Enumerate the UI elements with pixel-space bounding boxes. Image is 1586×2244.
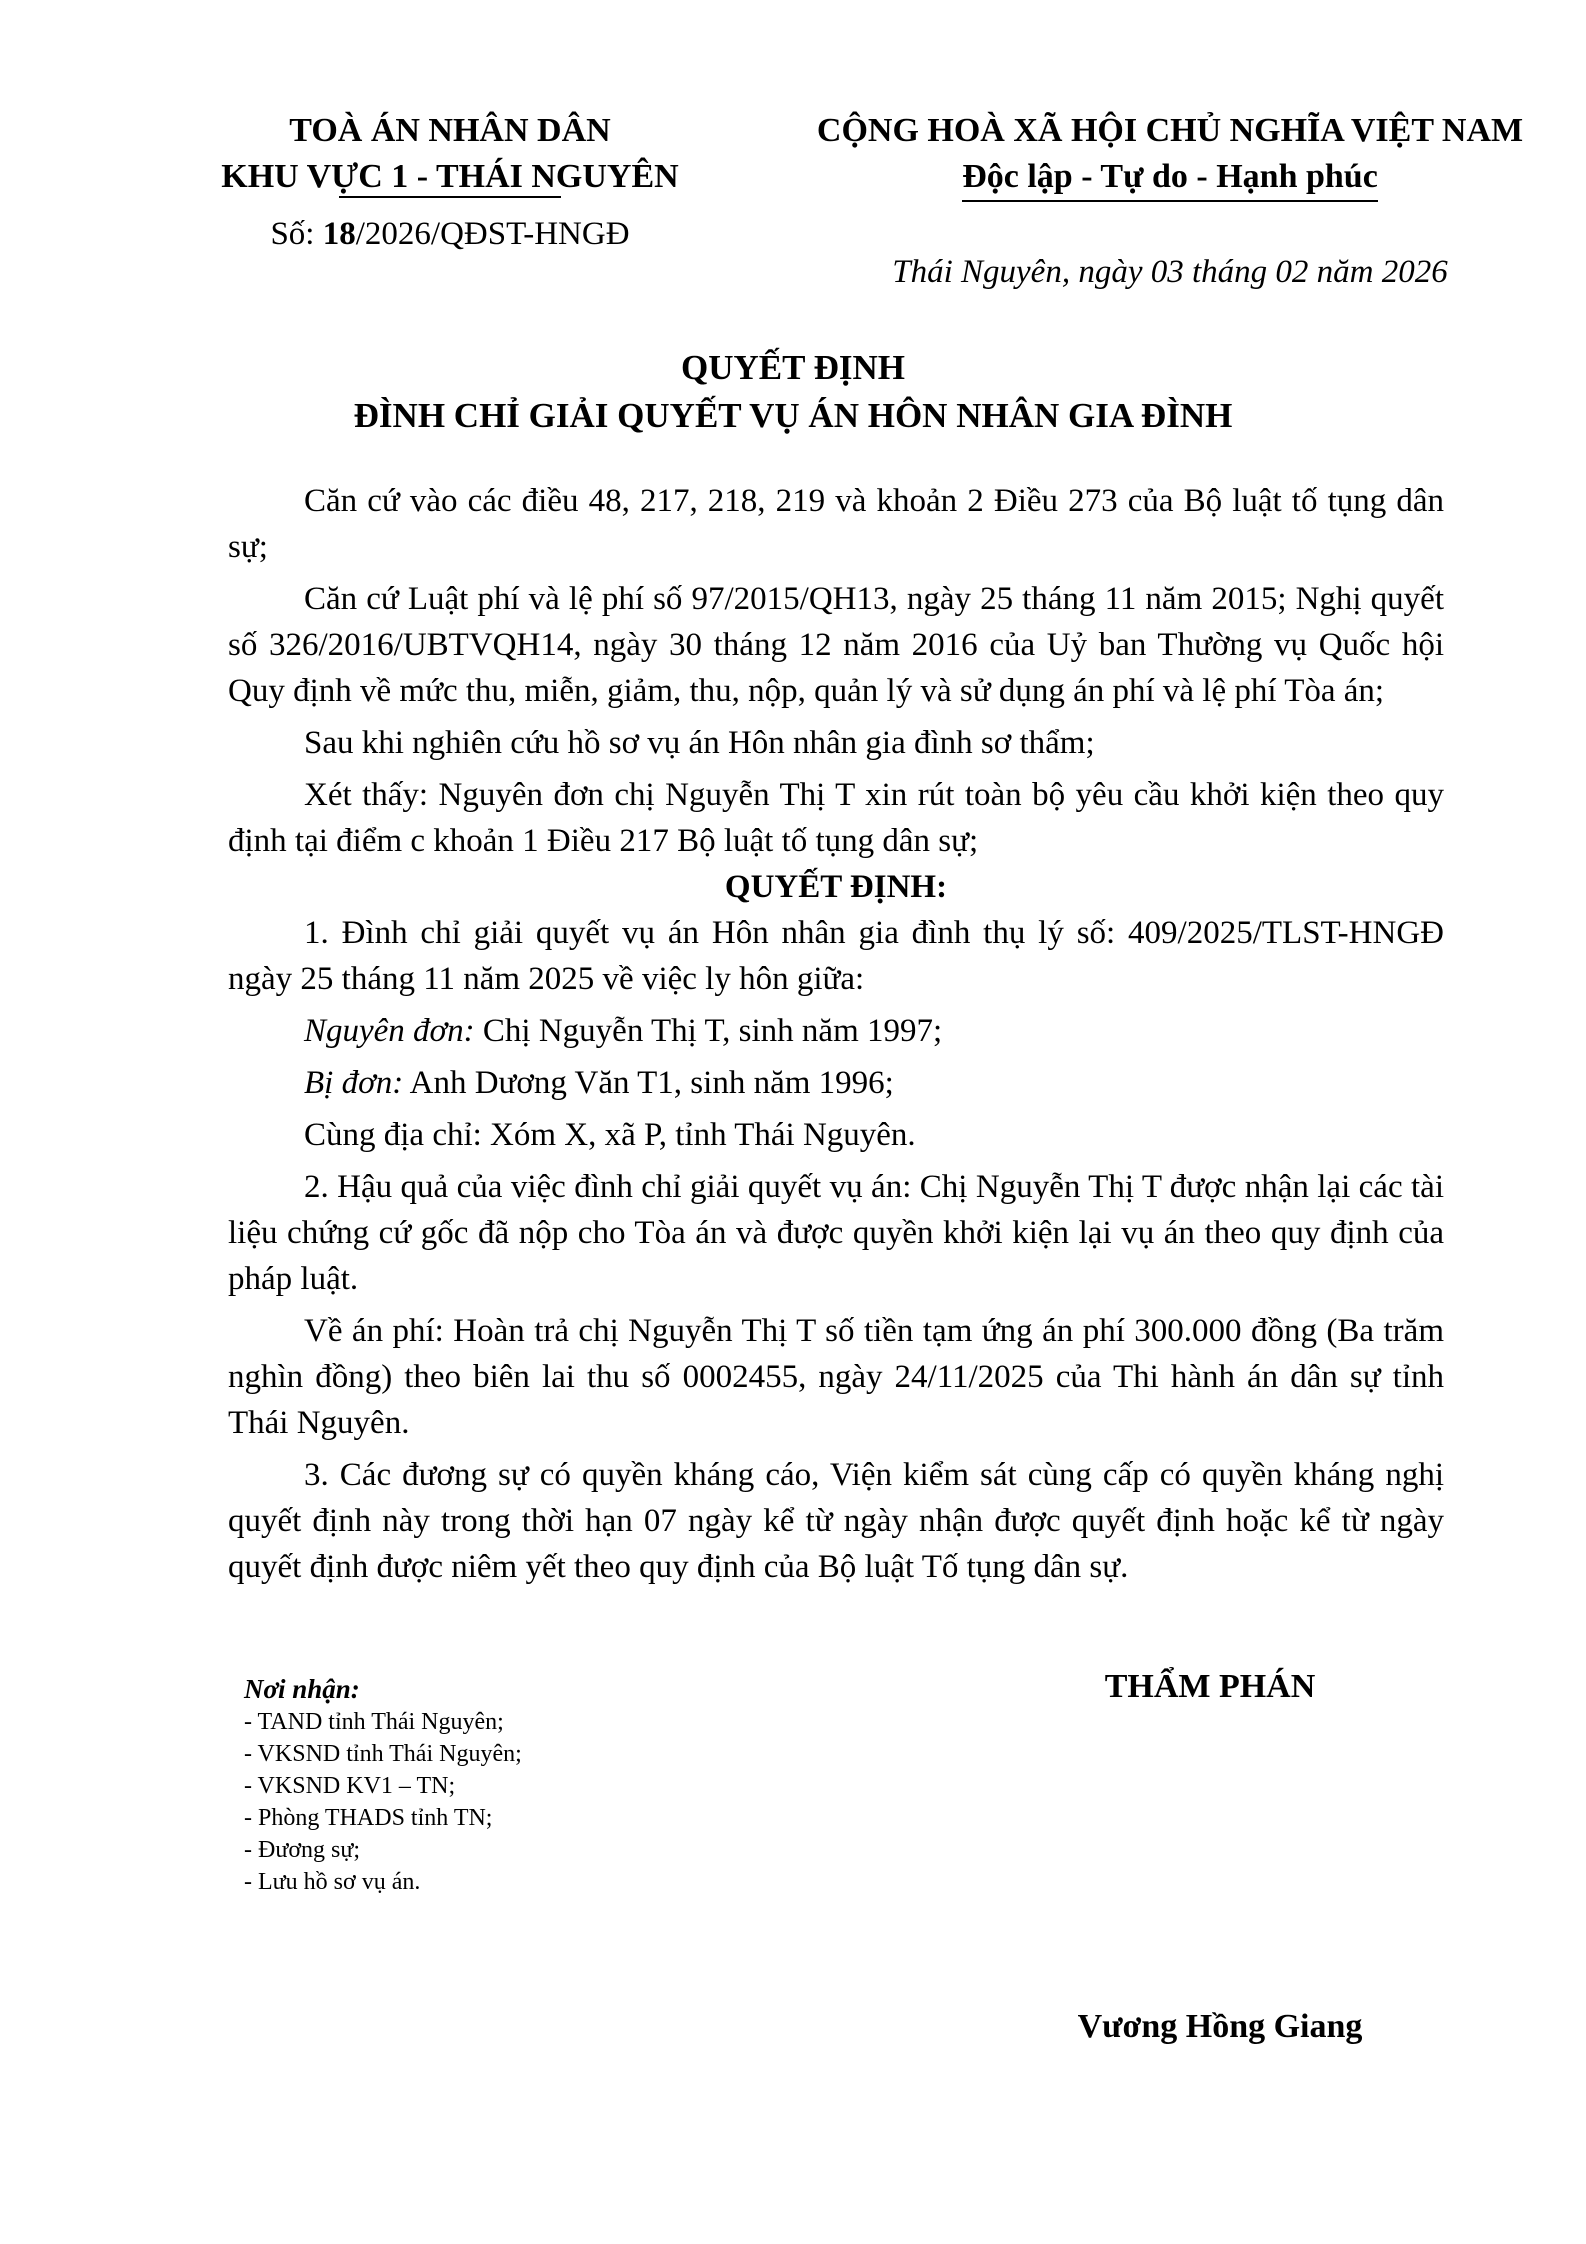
considering-paragraph: Xét thấy: Nguyên đơn chị Nguyễn Thị T xin rút toàn bộ yêu cầu khởi kiện theo quy định tại điểm c khoản 1 Điều 217 Bộ luật tố tụng dân sự; <box>228 777 1444 859</box>
document-number <box>190 214 710 254</box>
recipient-item: - Phòng THADS tỉnh TN; <box>244 1805 493 1831</box>
title-line2: ĐÌNH CHỈ GIẢI QUYẾT VỤ ÁN HÔN NHÂN GIA ĐÌNH <box>353 396 1233 435</box>
defendant-value: Anh Dương Văn T1, sinh năm 1996; <box>403 1065 894 1101</box>
judge-name: Vương Hồng Giang <box>1077 2008 1363 2045</box>
document-body <box>228 478 1444 1596</box>
decision-item-3: 3. Các đương sự có quyền kháng cáo, Viện kiểm sát cùng cấp có quyền kháng nghị quyết định này trong thời hạn 07 ngày kể từ ngày nhận được quyết định hoặc kể từ ngày quyết định được niêm yết theo quy định của Bộ luật Tố tụng dân sự. <box>228 1457 1444 1585</box>
court-name-block <box>190 108 710 200</box>
recipient-item: - Đương sự; <box>244 1837 361 1863</box>
legal-basis-2: Căn cứ Luật phí và lệ phí số 97/2015/QH13, ngày 25 tháng 11 năm 2015; Nghị quyết số 326/2016/UBTVQH14, ngày 30 tháng 12 năm 2016 của Uỷ ban Thường vụ Quốc hội Quy định về mức thu, miễn, giảm, thu, nộp, quản lý và sử dụng án phí và lệ phí Tòa án; <box>228 581 1444 709</box>
document-number-value: 18 <box>322 216 356 252</box>
legal-basis-1: Căn cứ vào các điều 48, 217, 218, 219 và khoản 2 Điều 273 của Bộ luật tố tụng dân sự; <box>228 483 1444 565</box>
national-motto-text: Độc lập - Tự do - Hạnh phúc <box>962 158 1378 195</box>
legal-basis-3: Sau khi nghiên cứu hồ sơ vụ án Hôn nhân gia đình sơ thẩm; <box>304 725 1095 761</box>
recipients-title: Nơi nhận: <box>244 1674 360 1704</box>
defendant-label: Bị đơn: <box>304 1065 404 1101</box>
recipients-block <box>244 1672 844 1898</box>
decision-heading: QUYẾT ĐỊNH: <box>724 869 948 905</box>
recipient-item: - VKSND KV1 – TN; <box>244 1773 456 1799</box>
recipient-item: - Lưu hồ sơ vụ án. <box>244 1869 421 1895</box>
motto-underline <box>962 200 1378 202</box>
national-motto <box>962 154 1378 200</box>
recipient-item: - TAND tỉnh Thái Nguyên; <box>244 1709 504 1735</box>
decision-item-2: 2. Hậu quả của việc đình chỉ giải quyết vụ án: Chị Nguyễn Thị T được nhận lại các tài liệu chứng cứ gốc đã nộp cho Tòa án và được quyền khởi kiện lại vụ án theo quy định của pháp luật. <box>228 1169 1444 1297</box>
national-title-block <box>795 108 1545 200</box>
document-number-prefix: Số: <box>270 216 323 252</box>
shared-address: Cùng địa chỉ: Xóm X, xã P, tỉnh Thái Nguyên. <box>304 1117 916 1153</box>
court-name-line2-text: KHU VỰC 1 - THÁI NGUYÊN <box>221 158 679 195</box>
document-number-suffix: /2026/QĐST-HNGĐ <box>355 216 630 252</box>
recipient-item: - VKSND tỉnh Thái Nguyên; <box>244 1741 522 1767</box>
place-and-date: Thái Nguyên, ngày 03 tháng 02 năm 2026 <box>892 254 1448 290</box>
plaintiff-line <box>228 1008 1444 1054</box>
defendant-line <box>228 1060 1444 1106</box>
court-name-line1: TOÀ ÁN NHÂN DÂN <box>289 112 611 149</box>
court-fee-paragraph: Về án phí: Hoàn trả chị Nguyễn Thị T số tiền tạm ứng án phí 300.000 đồng (Ba trăm nghìn đồng) theo biên lai thu số 0002455, ngày 24/11/2025 của Thi hành án dân sự tỉnh Thái Nguyên. <box>228 1313 1444 1441</box>
court-name-underline <box>339 196 560 198</box>
court-name-line2 <box>221 154 678 200</box>
document-title <box>200 344 1386 440</box>
country-name: CỘNG HOÀ XÃ HỘI CHỦ NGHĨA VIỆT NAM <box>816 112 1524 149</box>
plaintiff-value: Chị Nguyễn Thị T, sinh năm 1997; <box>474 1013 943 1049</box>
title-line1: QUYẾT ĐỊNH <box>681 348 905 387</box>
decision-item-1: 1. Đình chỉ giải quyết vụ án Hôn nhân gia đình thụ lý số: 409/2025/TLST-HNGĐ ngày 25 tháng 11 năm 2025 về việc ly hôn giữa: <box>228 915 1444 997</box>
plaintiff-label: Nguyên đơn: <box>304 1013 475 1049</box>
judge-title: THẨM PHÁN <box>1104 1668 1316 1705</box>
